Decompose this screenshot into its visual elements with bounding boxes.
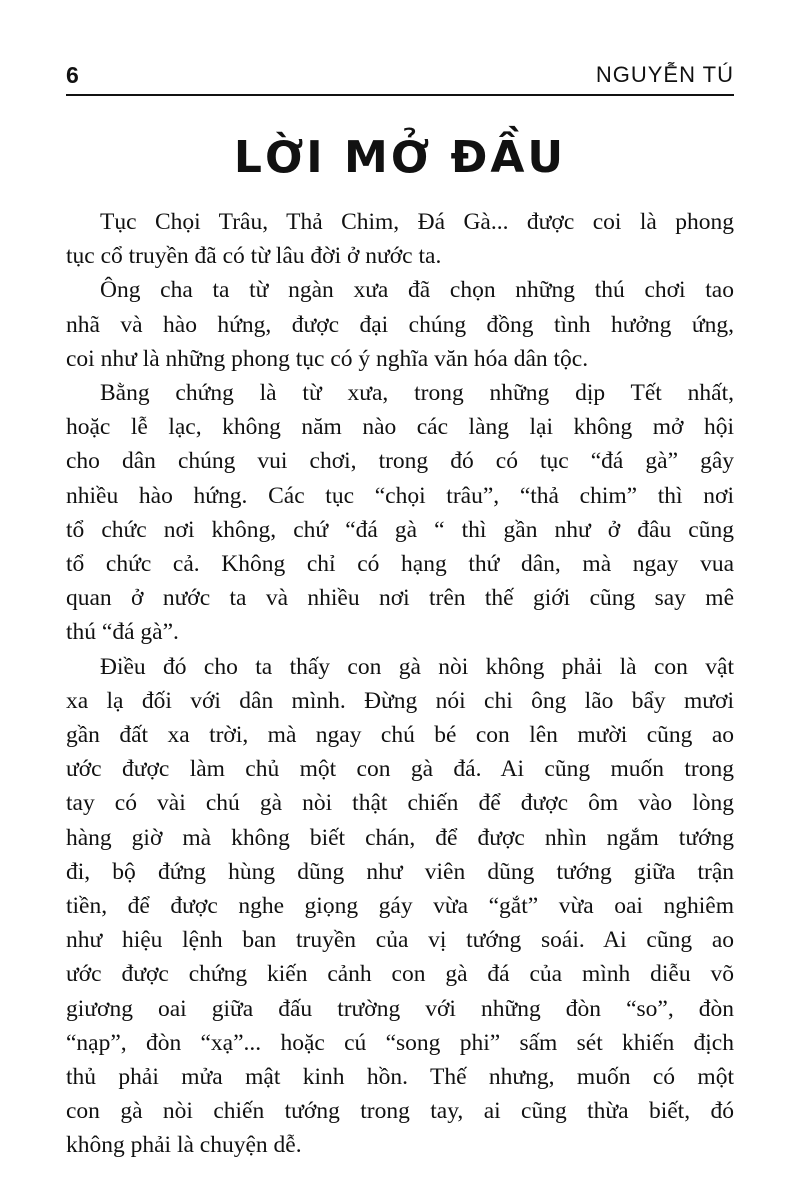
text-line: nhã và hào hứng, được đại chúng đồng tình hưởng ứng, [66,311,734,338]
text-line: hoặc lễ lạc, không năm nào các làng lại không mở hội [66,414,734,441]
text-line: tổ chức nơi không, chứ “đá gà “ thì gần như ở đâu cũng [66,516,734,543]
text-line: tiền, để được nghe giọng gáy vừa “gắt” vừa oai nghiêm [66,893,734,920]
text-line: nhiều hào hứng. Các tục “chọi trâu”, “thả chim” thì nơi [66,482,734,509]
paragraph-3 [66,376,734,650]
text-line: hàng giờ mà không biết chán, để được nhìn ngắm tướng [66,824,734,851]
text-line: thủ phải mửa mật kinh hồn. Thế nhưng, muốn có một [66,1064,734,1091]
text-line: thú “đá gà”. [66,619,179,646]
text-line: cho dân chúng vui chơi, trong đó có tục “đá gà” gây [66,448,734,475]
text-line: coi như là những phong tục có ý nghĩa văn hóa dân tộc. [66,345,589,372]
text-line: Ông cha ta từ ngàn xưa đã chọn những thú chơi tao [100,277,734,304]
text-line: giương oai giữa đấu trường với những đòn “so”, đòn [66,995,734,1022]
text-line: tay có vài chú gà nòi thật chiến để được ôm vào lòng [66,790,734,817]
paragraph-2 [66,273,734,376]
text-line: Bằng chứng là từ xưa, trong những dịp Tết nhất, [100,380,734,407]
text-line: gần đất xa trời, mà ngay chú bé con lên mười cũng ao [66,722,734,749]
text-line: Tục Chọi Trâu, Thả Chim, Đá Gà... được coi là phong [100,209,734,235]
text-line: quan ở nước ta và nhiều nơi trên thế giới cũng say mê [66,585,734,612]
chapter-title: LỜI MỞ ĐẦU [233,132,567,183]
paragraph-1 [66,205,734,273]
running-header [66,58,734,96]
text-line: xa lạ đối với dân mình. Đừng nói chi ông lão bẩy mươi [66,687,734,714]
text-line: tổ chức cả. Không chỉ có hạng thứ dân, mà ngay vua [66,551,734,578]
text-line: Điều đó cho ta thấy con gà nòi không phải là con vật [100,653,734,680]
text-line: đi, bộ đứng hùng dũng như viên dũng tướng giữa trận [66,858,734,885]
text-line: như hiệu lệnh ban truyền của vị tướng soái. Ai cũng ao [66,927,734,954]
text-line: không phải là chuyện dễ. [66,1132,302,1159]
text-line: “nạp”, đòn “xạ”... hoặc cú “song phi” sấm sét khiến địch [66,1029,734,1056]
paragraph-4 [66,650,734,1163]
text-line: tục cổ truyền đã có từ lâu đời ở nước ta. [66,243,442,270]
text-line: con gà nòi chiến tướng trong tay, ai cũng thừa biết, đó [66,1098,734,1125]
page-number: 6 [66,62,79,88]
author-name: NGUYỄN TÚ [595,62,734,87]
text-line: ước được chứng kiến cảnh con gà đá của mình diễu võ [66,961,734,988]
text-line: ước được làm chủ một con gà đá. Ai cũng muốn trong [66,756,734,783]
body-text [66,205,734,1163]
